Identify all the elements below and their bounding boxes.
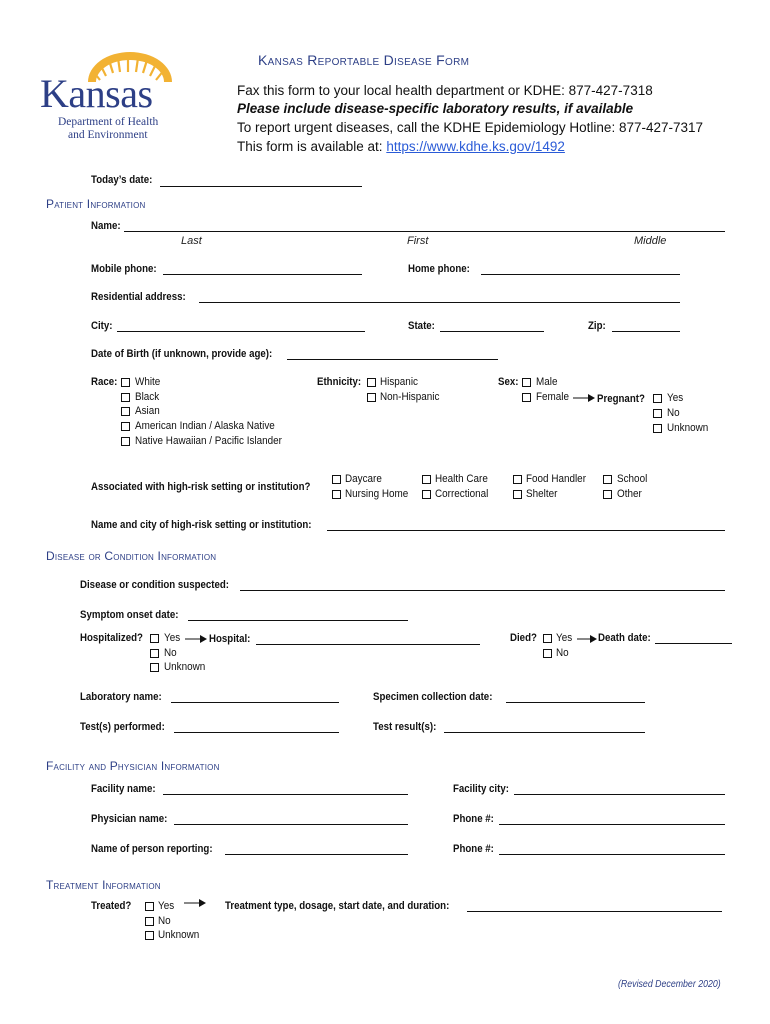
highrisk-shelter-label: Shelter [526, 488, 558, 500]
name-first-caption: First [407, 235, 429, 247]
facility-city-field[interactable] [514, 794, 725, 795]
mobile-phone-label: Mobile phone: [91, 263, 157, 275]
availability-prefix: This form is available at: [237, 139, 387, 154]
logo-line2: and Environment [68, 129, 148, 141]
race-label: Race: [91, 376, 118, 388]
treated-unknown-label: Unknown [158, 929, 200, 941]
name-label: Name: [91, 220, 121, 232]
highrisk-correctional-checkbox[interactable] [422, 490, 431, 499]
treated-yes-checkbox[interactable] [145, 902, 154, 911]
pregnant-no-checkbox[interactable] [653, 409, 662, 418]
physician-name-field[interactable] [174, 824, 408, 825]
specimen-date-field[interactable] [506, 702, 645, 703]
treated-yes-label: Yes [158, 900, 175, 912]
hospitalized-yes-label: Yes [164, 632, 181, 644]
city-label: City: [91, 320, 113, 332]
test-results-label: Test result(s): [373, 721, 437, 733]
hospitalized-yes-checkbox[interactable] [150, 634, 159, 643]
tests-performed-field[interactable] [174, 732, 339, 733]
race-asian-label: Asian [135, 405, 160, 417]
highrisk-nursing-home-label: Nursing Home [345, 488, 409, 500]
treated-no-checkbox[interactable] [145, 917, 154, 926]
zip-label: Zip: [588, 320, 606, 332]
hospitalized-no-checkbox[interactable] [150, 649, 159, 658]
race-white-checkbox[interactable] [121, 378, 130, 387]
home-phone-field[interactable] [481, 274, 680, 275]
pregnant-unknown-checkbox[interactable] [653, 424, 662, 433]
highrisk-correctional-label: Correctional [435, 488, 489, 500]
sex-female-checkbox[interactable] [522, 393, 531, 402]
pregnant-yes-checkbox[interactable] [653, 394, 662, 403]
ethnicity-hispanic-checkbox[interactable] [367, 378, 376, 387]
hospitalized-unknown-label: Unknown [164, 661, 206, 673]
arrow-right-icon [183, 898, 207, 908]
pregnant-label: Pregnant? [597, 393, 645, 405]
ethnicity-non-hispanic-checkbox[interactable] [367, 393, 376, 402]
pregnant-yes-label: Yes [667, 392, 684, 404]
physician-phone-field[interactable] [499, 824, 725, 825]
highrisk-daycare-checkbox[interactable] [332, 475, 341, 484]
sex-male-label: Male [536, 376, 558, 388]
lab-name-field[interactable] [171, 702, 339, 703]
disease-suspected-field[interactable] [240, 590, 725, 591]
treated-no-label: No [158, 915, 171, 927]
pregnant-unknown-label: Unknown [667, 422, 709, 434]
zip-field[interactable] [612, 331, 680, 332]
ethnicity-label: Ethnicity: [317, 376, 362, 388]
dob-label: Date of Birth (if unknown, provide age): [91, 348, 273, 360]
disease-suspected-label: Disease or condition suspected: [80, 579, 230, 591]
name-field[interactable] [124, 231, 725, 232]
form-url-link[interactable]: https://www.kdhe.ks.gov/1492 [386, 139, 565, 154]
highrisk-name-label: Name and city of high-risk setting or institution: [91, 519, 312, 531]
state-field[interactable] [440, 331, 544, 332]
died-yes-checkbox[interactable] [543, 634, 552, 643]
hospitalized-label: Hospitalized? [80, 632, 143, 644]
facility-city-label: Facility city: [453, 783, 509, 795]
highrisk-food-handler-label: Food Handler [526, 473, 586, 485]
kdhe-logo [40, 48, 180, 144]
name-middle-caption: Middle [634, 235, 667, 247]
reporter-name-field[interactable] [225, 854, 408, 855]
died-yes-label: Yes [556, 632, 573, 644]
specimen-date-label: Specimen collection date: [373, 691, 493, 703]
test-results-field[interactable] [444, 732, 645, 733]
lab-results-note: Please include disease-specific laboratory results, if available [237, 101, 634, 116]
patient-section-header: Patient Information [46, 197, 146, 211]
highrisk-nursing-home-checkbox[interactable] [332, 490, 341, 499]
highrisk-shelter-checkbox[interactable] [513, 490, 522, 499]
treated-label: Treated? [91, 900, 132, 912]
death-date-label: Death date: [598, 632, 651, 644]
reporter-phone-field[interactable] [499, 854, 725, 855]
logo-line1: Department of Health [58, 116, 159, 128]
name-last-caption: Last [181, 235, 202, 247]
arrow-right-icon [184, 634, 208, 644]
lab-name-label: Laboratory name: [80, 691, 162, 703]
highrisk-school-label: School [617, 473, 648, 485]
hospital-field[interactable] [256, 644, 480, 645]
highrisk-school-checkbox[interactable] [603, 475, 612, 484]
treatment-details-field[interactable] [467, 911, 722, 912]
dob-field[interactable] [287, 359, 498, 360]
race-american-indian-checkbox[interactable] [121, 422, 130, 431]
disease-section-header: Disease or Condition Information [46, 549, 217, 563]
highrisk-label: Associated with high-risk setting or institution? [91, 481, 311, 493]
treatment-details-label: Treatment type, dosage, start date, and duration: [225, 900, 450, 912]
hospitalized-no-label: No [164, 647, 177, 659]
highrisk-other-label: Other [617, 488, 642, 500]
revision-date: (Revised December 2020) [618, 979, 721, 990]
race-white-label: White [135, 376, 161, 388]
ethnicity-non-hispanic-label: Non-Hispanic [380, 391, 440, 403]
onset-date-field[interactable] [188, 620, 408, 621]
died-no-label: No [556, 647, 569, 659]
highrisk-health-care-label: Health Care [435, 473, 488, 485]
onset-date-label: Symptom onset date: [80, 609, 179, 621]
pregnant-no-label: No [667, 407, 680, 419]
hospital-label: Hospital: [209, 633, 251, 645]
address-label: Residential address: [91, 291, 186, 303]
treatment-section-header: Treatment Information [46, 878, 161, 892]
state-label: State: [408, 320, 435, 332]
sex-female-label: Female [536, 391, 570, 403]
physician-name-label: Physician name: [91, 813, 168, 825]
fax-instructions: Fax this form to your local health department or KDHE: 877-427-7318 [237, 83, 653, 98]
race-asian-checkbox[interactable] [121, 407, 130, 416]
todays-date-field[interactable] [160, 186, 362, 187]
facility-section-header: Facility and Physician Information [46, 759, 220, 773]
highrisk-daycare-label: Daycare [345, 473, 382, 485]
sex-male-checkbox[interactable] [522, 378, 531, 387]
death-date-field[interactable] [655, 643, 732, 644]
race-black-label: Black [135, 391, 160, 403]
form-title: Kansas Reportable Disease Form [258, 52, 470, 68]
sex-label: Sex: [498, 376, 519, 388]
highrisk-food-handler-checkbox[interactable] [513, 475, 522, 484]
highrisk-name-field[interactable] [327, 530, 725, 531]
reporter-phone-label: Phone #: [453, 843, 494, 855]
ethnicity-hispanic-label: Hispanic [380, 376, 418, 388]
race-native-hawaiian-checkbox[interactable] [121, 437, 130, 446]
home-phone-label: Home phone: [408, 263, 470, 275]
reporter-name-label: Name of person reporting: [91, 843, 213, 855]
treated-unknown-checkbox[interactable] [145, 931, 154, 940]
todays-date-label: Today’s date: [91, 174, 153, 186]
race-american-indian-label: American Indian / Alaska Native [135, 420, 275, 432]
tests-performed-label: Test(s) performed: [80, 721, 165, 733]
died-label: Died? [510, 632, 537, 644]
facility-name-field[interactable] [163, 794, 408, 795]
hospitalized-unknown-checkbox[interactable] [150, 663, 159, 672]
died-no-checkbox[interactable] [543, 649, 552, 658]
arrow-right-icon [576, 634, 598, 644]
address-field[interactable] [199, 302, 680, 303]
availability-text [237, 139, 565, 154]
physician-phone-label: Phone #: [453, 813, 494, 825]
hotline-text: To report urgent diseases, call the KDHE Epidemiology Hotline: 877-427-7317 [237, 120, 704, 135]
city-field[interactable] [117, 331, 365, 332]
logo-wordmark: Kansas [40, 71, 153, 116]
highrisk-health-care-checkbox[interactable] [422, 475, 431, 484]
race-native-hawaiian-label: Native Hawaiian / Pacific Islander [135, 435, 282, 447]
arrow-right-icon [572, 393, 596, 403]
facility-name-label: Facility name: [91, 783, 156, 795]
race-black-checkbox[interactable] [121, 393, 130, 402]
mobile-phone-field[interactable] [163, 274, 362, 275]
highrisk-other-checkbox[interactable] [603, 490, 612, 499]
